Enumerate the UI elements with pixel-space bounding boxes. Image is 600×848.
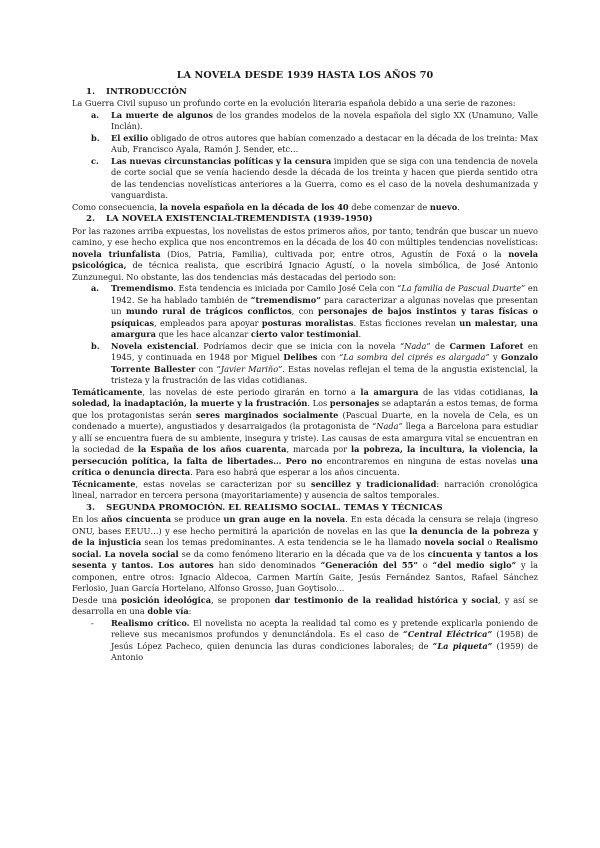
list-item xyxy=(72,283,538,341)
body-text: , marcada por xyxy=(286,444,351,454)
body-text: . En esta década la censura se relaja (ingreso ONU, bases EEUU…) y ese hecho permitirá la aparición de novelas en las que xyxy=(72,514,538,536)
bold-text: la amargura xyxy=(360,386,419,397)
bold-text: posturas moralistas xyxy=(261,317,354,328)
section-number: 2. xyxy=(86,214,95,224)
bold-text: novela psicológica, xyxy=(72,248,538,270)
section-title: LA NOVELA EXISTENCIAL-TREMENDISTA (1939-1950) xyxy=(106,214,373,224)
italic-text: “Javier Mariño” xyxy=(216,363,283,374)
body-text: , con xyxy=(291,306,318,316)
intro-paragraph xyxy=(72,226,538,284)
bold-text: sencillez y tradicionalidad xyxy=(310,478,437,489)
body-text: de xyxy=(430,340,450,351)
body-text: : xyxy=(188,606,192,616)
bold-text: “tremendismo” xyxy=(250,294,321,305)
body-text: de técnica realista, que escribirá Ignacio Agustí, o la novela simbólica, de José Antonio Zunzunegui. No obstante, las dos tendencias más destacadas del periodo son: xyxy=(72,260,538,282)
section-title: INTRODUCCIÓN xyxy=(106,86,187,97)
body-text: , se proponen xyxy=(211,594,275,605)
list-marker: a. xyxy=(91,283,100,293)
bold-text: la pobreza, la incultura, la violencia, la persecución política, la falta de libertades… Pero no xyxy=(72,444,538,466)
bold-text: la novela española en la década de los 40 xyxy=(159,201,349,212)
bold-text: mundo rural de trágicos conflictos xyxy=(125,306,292,316)
section-heading-realismo-social xyxy=(72,503,538,515)
section-heading-novela-existencial xyxy=(72,214,538,226)
bold-text: “Generación del 55” xyxy=(320,560,419,570)
doble-via-list xyxy=(72,618,538,664)
list-item xyxy=(72,618,538,664)
bold-text: la denuncia de la pobreza y de la injusticia xyxy=(72,525,538,547)
bold-text: Realismo social. La novela social xyxy=(72,537,538,559)
body-text: , empleados para apoyar xyxy=(154,317,262,328)
body-paragraph xyxy=(72,595,538,618)
list-item xyxy=(72,156,538,202)
body-text: encontraremos en ninguna de estas novelas xyxy=(322,455,521,466)
body-text: . xyxy=(457,201,460,212)
bold-text: cierto valor testimonial xyxy=(250,329,359,339)
body-text: . Podríamos decir que se inicia con la novela xyxy=(196,340,400,351)
section-heading-introduccion xyxy=(72,87,538,99)
body-text: Por las razones arriba expuestas, los novelistas de estos primeros años, por tanto, tendrán que buscar un nuevo camino, y ese hecho explica que nos encontremos en la década de los 40 con múltiples tendencias novelísticas: xyxy=(72,225,538,247)
body-text: o xyxy=(484,537,496,547)
body-text: . Para eso habrá que esperar a los años cincuenta. xyxy=(190,467,400,477)
body-text: . Estas ficciones revelan xyxy=(353,317,460,328)
bold-italic-text: “Central Eléctrica” xyxy=(403,629,493,639)
bold-text: dar testimonio de la realidad histórica y social xyxy=(274,594,498,605)
bold-text: un malestar, una amargura xyxy=(111,317,538,339)
intro-paragraph: La Guerra Civil supuso un profundo corte en la evolución literaria española debido a una serie de razones: xyxy=(72,98,516,108)
body-text: y la componen, entre otros: Ignacio Aldecoa, Carmen Martín Gaite, Jesús Fernández Santos, Rafael Sánchez Ferlosio, Juan García Hortelano, Alfonso Grosso, Juan Goytisolo… xyxy=(72,560,538,593)
body-text: que les hace alcanzar xyxy=(155,329,251,339)
bold-text: un gran auge en la novela xyxy=(223,514,346,524)
section-number: 3. xyxy=(86,502,95,513)
list-item xyxy=(72,110,538,133)
bold-text: nuevo xyxy=(429,201,458,212)
body-text: (Pascual Duarte, en la novela de Cela, es un condenado a muerte), angustiados y desarraigados (la protagonista de xyxy=(72,409,538,431)
bold-text: Carmen Laforet xyxy=(449,340,524,351)
body-text: se da como fenómeno literario en la década que va de los xyxy=(178,548,428,559)
list-marker: c. xyxy=(91,155,99,166)
italic-text: “La familia de Pascual Duarte” xyxy=(397,283,526,293)
body-text: Desde una xyxy=(72,594,122,605)
body-text: han sido denominados xyxy=(213,560,321,570)
body-text: En los xyxy=(72,514,102,524)
italic-text: “La sombra del ciprés es alargada” xyxy=(339,352,490,362)
body-text: debe comenzar de xyxy=(348,201,430,212)
bold-text: una crítica o denuncia directa xyxy=(72,455,539,477)
body-text: , las novelas de este periodo girarán en torno a xyxy=(142,386,361,397)
body-text: se produce xyxy=(171,514,224,524)
list-marker: a. xyxy=(91,109,100,120)
bold-text: Realismo crítico. xyxy=(111,617,190,628)
body-text: para caracterizar a algunas novelas que presentan un xyxy=(111,294,538,316)
body-text: obligado de otros autores que habían comenzado a destacar en la década de los treinta: Max Aub, Francisco Ayala, Ramón J. Sender, etc… xyxy=(111,132,538,154)
bold-text: doble vía xyxy=(147,606,189,616)
list-item xyxy=(72,341,538,387)
bold-text: Las nuevas circunstancias políticas y la censura xyxy=(111,155,332,166)
bold-text: El exilio xyxy=(111,132,149,143)
body-text: , y así se desarrolla en una xyxy=(72,594,538,616)
bold-text: personajes de bajos instintos y taras físicas o psíquicas xyxy=(111,306,538,328)
section-title: SEGUNDA PROMOCIÓN. EL REALISMO SOCIAL. TEMAS Y TÉCNICAS xyxy=(106,502,443,513)
body-text: se adaptarán a estos temas, de forma que los protagonistas serán xyxy=(72,398,538,420)
body-text: y xyxy=(489,352,502,362)
body-text: . Estas novelas reflejan el tema de la angustia existencial, la tristeza y la frustración de las vidas cotidianas. xyxy=(111,363,538,385)
bold-text: “del medio siglo” xyxy=(432,560,517,570)
body-text: (1959) de Antonio xyxy=(111,640,538,662)
tendencies-list xyxy=(72,283,538,387)
bold-text: años cincuenta xyxy=(101,514,172,524)
body-text: llega a Barcelona para estudiar y allí se encuentra fuera de su ambiente, insegura y triste). Las causas de esta amargura vital se encuentran en la sociedad de xyxy=(72,421,538,454)
body-text: (1958) de Jesús López Pacheco, quien denuncia las duras condiciones laborales; de xyxy=(111,629,538,651)
list-marker: b. xyxy=(91,340,100,351)
body-text: de los grandes modelos de la novela española del siglo XX (Unamuno, Valle Inclán). xyxy=(111,109,538,131)
bold-text: la España de los años cuarenta xyxy=(137,444,287,454)
technique-paragraph xyxy=(72,479,538,502)
bold-text: La muerte de algunos xyxy=(111,109,213,120)
body-text: . Esta tendencia es iniciada por Camilo José Cela con xyxy=(173,283,398,293)
list-item xyxy=(72,133,538,156)
bold-text: Gonzalo Torrente Ballester xyxy=(111,352,538,374)
body-text: con xyxy=(195,363,217,374)
list-marker: b. xyxy=(91,132,100,143)
body-text: sean los temas predominantes. A esta tendencia se le ha llamado xyxy=(141,537,425,547)
bold-text: Delibes xyxy=(283,352,318,362)
body-paragraph xyxy=(72,514,538,595)
document-title: LA NOVELA DESDE 1939 HASTA LOS AÑOS 70 xyxy=(176,70,434,81)
body-text: impiden que se siga con una tendencia de novela de corte social que se venía haciendo desde la década de los treinta y hacen que pierda sentido otra de las tendencias novelísticas anteriores a la Guerra, como es el caso de la novela deshumanizada y vanguardista. xyxy=(111,155,538,200)
bold-text: la soledad, la inadaptación, la muerte y la frustración xyxy=(72,386,538,408)
section-number: 1. xyxy=(86,86,95,97)
body-text: con xyxy=(317,352,340,362)
body-text: El novelista no acepta la realidad tal como es y pretende explicarla poniendo de relieve sus mecanismos profundos y denunciándola. Es el caso de xyxy=(111,617,538,639)
bold-text: Novela existencial xyxy=(111,340,197,351)
reasons-list xyxy=(72,110,538,202)
themes-paragraph xyxy=(72,387,538,479)
body-text: : narración cronológica lineal, narrador en tercera persona (mayoritariamente) y ausencia de saltos temporales. xyxy=(72,478,538,500)
body-text: o xyxy=(418,560,433,570)
bold-text: cincuenta y tantos a los sesenta y tantos. Los autores xyxy=(72,548,538,570)
bold-text: Técnicamente xyxy=(72,478,136,489)
body-text: Como consecuencia, xyxy=(72,201,160,212)
bold-italic-text: “La piqueta” xyxy=(432,640,493,651)
italic-text: “Nada” xyxy=(399,340,431,351)
bold-text: seres marginados socialmente xyxy=(195,409,339,420)
body-text: en 1945, y continuada en 1948 por Miguel xyxy=(111,340,538,362)
bold-text: Tremendismo xyxy=(111,283,174,293)
body-text: . Los xyxy=(307,398,330,408)
bold-text: personajes xyxy=(329,398,380,408)
body-text: de las vidas cotidianas, xyxy=(418,386,530,397)
body-text: , estas novelas se caracterizan por su xyxy=(135,478,311,489)
list-marker: - xyxy=(91,617,94,628)
bold-text: posición ideológica xyxy=(121,594,212,605)
bold-text: Temáticamente xyxy=(72,386,143,397)
bold-text: novela triunfalista xyxy=(72,248,161,259)
body-text: en 1942. Se ha hablado también de xyxy=(111,283,538,305)
body-text: . xyxy=(358,329,362,339)
conclusion-paragraph xyxy=(72,202,538,214)
body-text: (Dios, Patria, Familia), cultivada por, entre otros, Agustín de Foxá o la xyxy=(160,248,509,259)
bold-text: novela social xyxy=(424,537,485,547)
italic-text: “Nada” xyxy=(372,421,403,431)
